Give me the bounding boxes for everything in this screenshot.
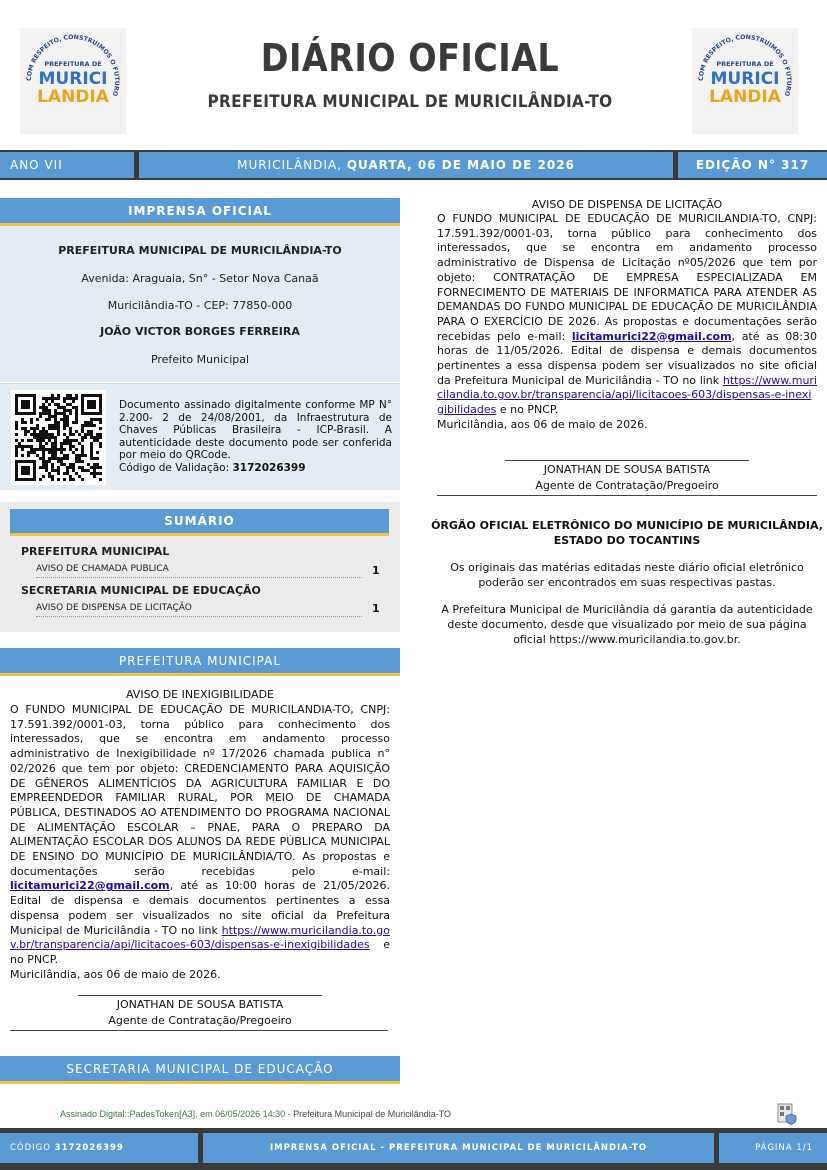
logo-line1-text: MURICI: [38, 69, 108, 89]
imprensa-org: PREFEITURA MUNICIPAL DE MURICILÂNDIA-TO: [58, 244, 342, 257]
dispensa-text-after-email: , até as 08:30 horas de 11/05/2026. Edital de dispensa e demais documentos pertinentes a essa dispensa podem ser visualizados no site oficial da Prefeitura Municipal de Muricilândia - TO no link: [437, 329, 818, 387]
section-secretaria-heading: SECRETARIA MUNICIPAL DE EDUCAÇÃO: [0, 1056, 400, 1084]
authenticity-note: A Prefeitura Municipal de Muricilândia dá garantia da autenticidade deste documento, desde que visualizado por meio de sua página oficial https://www.muricilandia.to.gov.br.: [441, 603, 813, 646]
logo-top-text: PREFEITURA DE: [44, 60, 102, 68]
dispensa-text-after-link: e no PNCP.: [496, 403, 559, 417]
page-subtitle: PREFEITURA MUNICIPAL DE MURICILÂNDIA-TO: [207, 92, 613, 112]
inexigibilidade-text: O FUNDO MUNICIPAL DE EDUCAÇÃO DE MURICILANDIA-TO, CNPJ: 17.591.392/0001-03, torna público para conhecimento dos interessados, que se encontra em andamento processo administrativo de Inexigibilidade nº 17/2026 chamada publica n° 02/2026 que tem por objeto: CREDENCIAMENTO PARA AQUISIÇÃO DE GÊNEROS ALIMENTÍCIOS DA AGRICULTURA FAMILIAR E DO EMPREENDEDOR FAMILIAR RURAL, POR MEIO DE CHAMADA PÚBLICA, DESTINADOS AO ATENDIMENTO DO PROGRAMA NACIONAL DE ALIMENTAÇÃO ESCOLAR – PNAE, PARA O PREPARO DA ALIMENTAÇÃO ESCOLAR DOS ALUNOS DA REDE PÚBLICA MUNICIPAL DE ENSINO DO MUNICÍPIO DE MURICILÂNDIA/TO. As propostas e documentações serão recebidas pelo e-mail:: [10, 703, 390, 878]
inexigibilidade-body: [10, 703, 390, 982]
page-title: DIÁRIO OFICIAL: [260, 36, 560, 80]
dispensa-signer: JONATHAN DE SOUSA BATISTA: [543, 463, 711, 476]
logo-line1-text: MURICI: [710, 69, 780, 89]
edition-date: [139, 152, 673, 178]
divider: [437, 495, 817, 496]
edition-city: MURICILÂNDIA,: [237, 158, 342, 172]
summary-title: SUMÁRIO: [10, 509, 389, 536]
muricilandia-seal-icon: [692, 28, 798, 134]
edition-info-bar: [0, 150, 827, 180]
inexigibilidade-title: AVISO DE INEXIGIBILIDADE: [125, 688, 274, 701]
inexigibilidade-text-after-link: e no PNCP.: [10, 938, 390, 966]
digital-signature-icon[interactable]: [777, 1103, 797, 1125]
logo-line2-text: LANDIA: [37, 87, 109, 107]
imprensa-city-cep: Muricilândia-TO - CEP: 77850-000: [107, 299, 293, 312]
summary-page: 1: [372, 602, 380, 615]
dispensa-text: O FUNDO MUNICIPAL DE EDUCAÇÃO DE MURICILANDIA-TO, CNPJ: 17.591.392/0001-03, torna público para conhecimento dos interessados, que se encontra em andamento processo administrativo de Dispensa de Licitação nº05/2026 que tem por objeto: CONTRATAÇÃO DE EMPRESA ESPECIALIZADA EM FORNECIMENTO DE MATERIAIS DE INFORMATICA PARA ATENDER AS DEMANDAS DO FUNDO MUNICIPAL DE EDUCAÇÃO DE MURICILÂNDIA PARA O EXERCÍCIO DE 2026. As propostas e documentações serão recebidas pelo e-mail:: [437, 212, 817, 343]
footer-imprensa: IMPRENSA OFICIAL - PREFEITURA MUNICIPAL DE MURICILÂNDIA-TO: [203, 1133, 714, 1163]
certificate-panel: [0, 383, 400, 490]
imprensa-mayor: JOÃO VICTOR BORGES FERREIRA: [100, 325, 300, 338]
digital-signature-stamp: [60, 1109, 451, 1119]
qrcode-icon[interactable]: [11, 390, 106, 485]
dispensa-title: AVISO DE DISPENSA DE LICITAÇÃO: [531, 198, 723, 211]
dispensa-date: Muricilândia, aos 06 de maio de 2026.: [437, 417, 648, 431]
logo-top-text: PREFEITURA DE: [716, 60, 774, 68]
digital-signature-text: Assinado Digital::PadesToken[A3], em 06/05/2026 14:30 -: [60, 1109, 291, 1119]
footer-code: [0, 1133, 198, 1163]
logo-line2-text: LANDIA: [709, 87, 781, 107]
municipal-logo-left: [20, 28, 126, 134]
logo-ring-text: COM RESPEITO, CONSTRUIMOS O FUTURO: [697, 33, 793, 97]
validation-code: 3172026399: [232, 461, 306, 474]
certificate-statement: Documento assinado digitalmente conforme MP N° 2.200- 2 de 24/08/2001, da Infraestrutura de Chaves Públicas Brasileira - ICP-Brasil. A autenticidade deste documento pode ser conferida por meio do QRCode.: [119, 399, 392, 462]
signature-line: [505, 460, 749, 461]
municipal-logo-right: [692, 28, 798, 134]
official-organ-title: ÓRGÃO OFICIAL ELETRÔNICO DO MUNICÍPIO DE MURICILÂNDIA, ESTADO DO TOCANTINS: [431, 519, 823, 547]
imprensa-address: Avenida: Araguaia, Sn° - Setor Nova Canaã: [81, 272, 319, 285]
edition-number: EDIÇÃO N° 317: [678, 152, 827, 178]
dispensa-body: [437, 212, 817, 433]
dispensa-email-link[interactable]: licitamurici22@gmail.com: [571, 329, 732, 343]
footer-bar: [0, 1128, 827, 1170]
signature-line: [78, 995, 322, 996]
edition-weekday-date: QUARTA, 06 DE MAIO DE 2026: [346, 158, 575, 172]
digital-signature-org: Prefeitura Municipal de Muricilândia-TO: [290, 1109, 452, 1119]
section-prefeitura-heading: PREFEITURA MUNICIPAL: [0, 648, 400, 676]
inexigibilidade-signer: JONATHAN DE SOUSA BATISTA: [116, 998, 284, 1011]
summary-org: SECRETARIA MUNICIPAL DE EDUCAÇÃO: [21, 584, 261, 597]
imprensa-mayor-role: Prefeito Municipal: [150, 353, 250, 366]
divider: [10, 1030, 388, 1031]
inexigibilidade-text-after-email: , até as 10:00 horas de 21/05/2026. Edital de dispensa e demais documentos pertinentes a essa dispensa podem ser visualizados no site oficial da Prefeitura Municipal de Muricilândia - TO no link: [10, 879, 390, 937]
dispensa-portal-link[interactable]: https://www.muricilandia.to.gov.br/transparencia/api/licitacoes-603/dispensas-e-inexigibilidades: [437, 373, 818, 417]
summary-org: PREFEITURA MUNICIPAL: [21, 545, 170, 558]
footer-code-label: CÓDIGO: [10, 1143, 51, 1153]
inexigibilidade-portal-link[interactable]: https://www.muricilandia.to.gov.br/transparencia/api/licitacoes-603/dispensas-e-inexigibilidades: [10, 923, 390, 952]
summary-page: 1: [372, 564, 380, 577]
inexigibilidade-email-link[interactable]: licitamurici22@gmail.com: [10, 879, 170, 893]
edition-year: ANO VII: [0, 152, 134, 178]
summary-panel: [0, 502, 400, 632]
validation-code-label: Código de Validação:: [119, 461, 230, 474]
imprensa-panel: [0, 226, 400, 382]
muricilandia-seal-icon: [20, 28, 126, 134]
summary-item[interactable]: AVISO DE CHAMADA PUBLICA: [36, 564, 362, 578]
certificate-text: [119, 399, 392, 475]
imprensa-heading: IMPRENSA OFICIAL: [0, 198, 400, 226]
inexigibilidade-date: Muricilândia, aos 06 de maio de 2026.: [10, 967, 221, 981]
footer-page: PÁGINA 1/1: [719, 1133, 827, 1163]
inexigibilidade-signer-role: Agente de Contratação/Pregoeiro: [108, 1014, 292, 1027]
dispensa-signer-role: Agente de Contratação/Pregoeiro: [535, 479, 719, 492]
summary-item[interactable]: AVISO DE DISPENSA DE LICITAÇÃO: [36, 603, 362, 617]
originals-note: Os originais das matérias editadas neste diário oficial eletrônico poderão ser encontrados em suas respectivas pastas.: [450, 561, 804, 589]
footer-code-value: 3172026399: [54, 1143, 124, 1153]
logo-ring-text: COM RESPEITO, CONSTRUIMOS O FUTURO: [25, 33, 121, 97]
